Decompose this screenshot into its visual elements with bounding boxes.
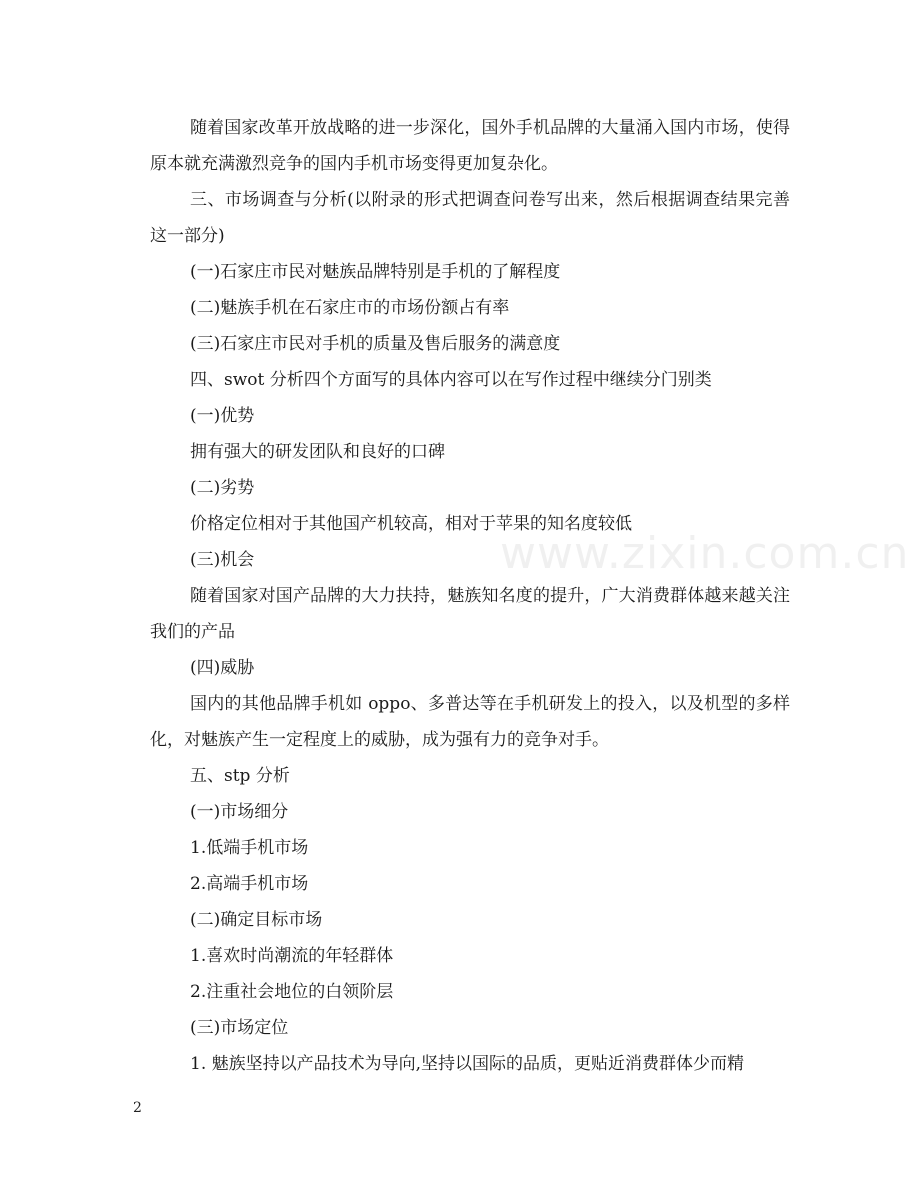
subheading: (三)机会 [190,550,255,570]
list-item: 2.高端手机市场 [190,874,309,894]
paragraph: 国内的其他品牌手机如 oppo、多普达等在手机研发上的投入，以及机型的多样化，对魅族产生一定程度上的威胁，成为强有力的竞争对手。 [150,694,790,750]
subheading: (一)优势 [190,406,255,426]
section-heading: 三、市场调查与分析(以附录的形式把调查问卷写出来，然后根据调查结果完善这一部分) [150,190,790,246]
section-heading: 四、swot 分析四个方面写的具体内容可以在写作过程中继续分门别类 [190,370,712,390]
list-item: 1.喜欢时尚潮流的年轻群体 [190,946,394,966]
section-heading: 五、stp 分析 [190,766,290,786]
paragraph: 1. 魅族坚持以产品技术为导向,坚持以国际的品质，更贴近消费群体少而精 [190,1054,745,1074]
subheading: (二)确定目标市场 [190,910,323,930]
list-item: (二)魅族手机在石家庄市的市场份额占有率 [190,298,510,318]
paragraph: 拥有强大的研发团队和良好的口碑 [190,442,445,462]
list-item: 2.注重社会地位的白领阶层 [190,982,394,1002]
subheading: (四)威胁 [190,658,255,678]
paragraph: 价格定位相对于其他国产机较高，相对于苹果的知名度较低 [190,514,632,534]
list-item: (一)石家庄市民对魅族品牌特别是手机的了解程度 [190,262,561,282]
page-number: 2 [133,1100,142,1116]
watermark: www.zixin.com.cn [500,528,910,579]
subheading: (三)市场定位 [190,1018,289,1038]
paragraph: 随着国家对国产品牌的大力扶持，魅族知名度的提升，广大消费群体越来越关注我们的产品 [150,586,790,642]
list-item: (三)石家庄市民对手机的质量及售后服务的满意度 [190,334,561,354]
subheading: (一)市场细分 [190,802,289,822]
document-body [150,110,790,1082]
subheading: (二)劣势 [190,478,255,498]
paragraph: 随着国家改革开放战略的进一步深化，国外手机品牌的大量涌入国内市场，使得原本就充满激烈竞争的国内手机市场变得更加复杂化。 [150,118,790,174]
list-item: 1.低端手机市场 [190,838,309,858]
